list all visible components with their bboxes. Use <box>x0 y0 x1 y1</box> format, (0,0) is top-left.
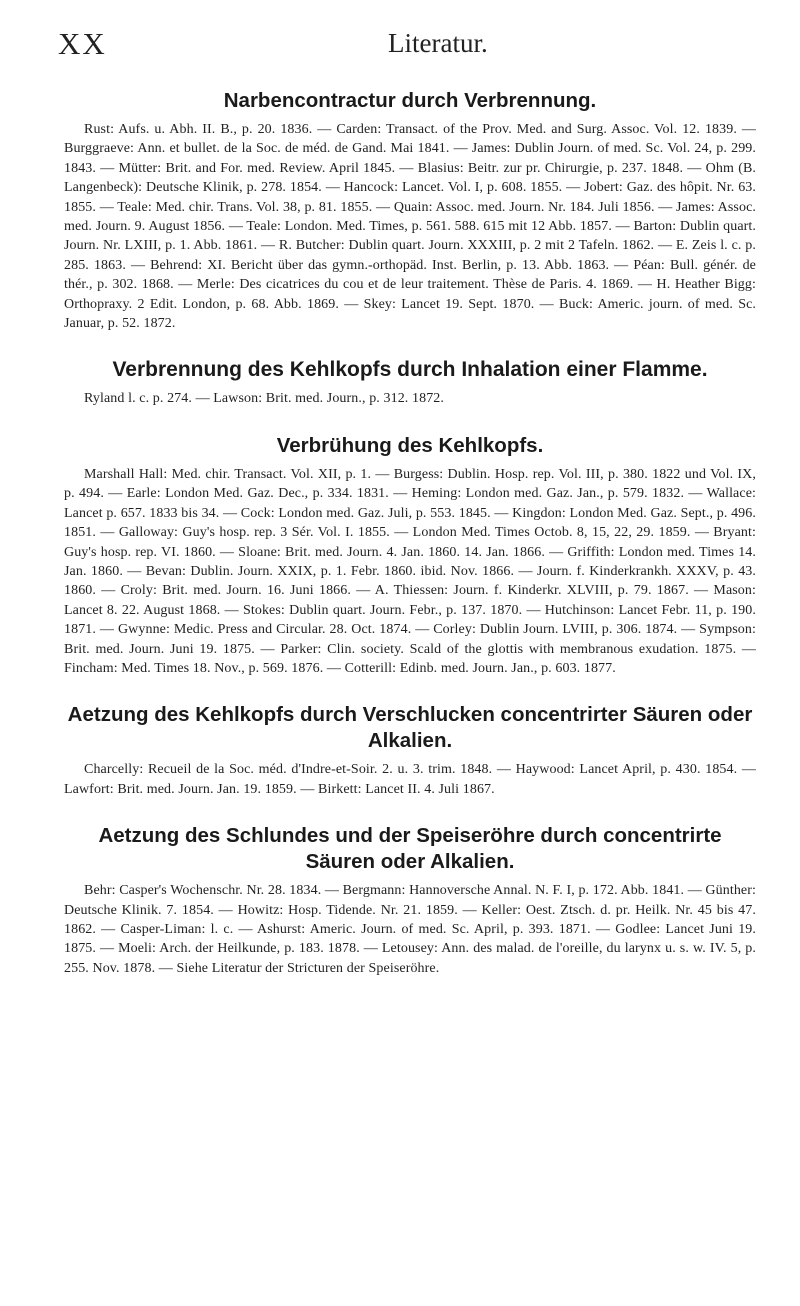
section-title: Aetzung des Schlundes und der Speiseröhre durch concentrirte Säuren oder Alkalien. <box>98 824 722 874</box>
section-title: Aetzung des Kehlkopfs durch Verschlucken concentrirter Säuren oder Alkalien. <box>67 703 753 753</box>
running-title: Literatur. <box>388 28 488 58</box>
running-head <box>58 26 758 66</box>
section-aetzung-schlund <box>64 823 756 978</box>
reference-list: Charcelly: Recueil de la Soc. méd. d'Indre-et-Soir. 2. u. 3. trim. 1848. — Haywood: Lancet April, p. 430. 1854. — Lawfort: Brit. med. Journ. Jan. 19. 1859. — Birkett: Lancet II. 4. Juli 1867. <box>64 762 756 797</box>
page-number: XX <box>58 26 107 61</box>
reference-list: Marshall Hall: Med. chir. Transact. Vol. XII, p. 1. — Burgess: Dublin. Hosp. rep. Vol. III, p. 380. 1822 und Vol. IX, p. 494. — Earle: London Med. Gaz. Dec., p. 334. 1831. — Heming: London med. Gaz. Jan., p. 579. 1832. — Wallace: Lancet p. 657. 1833 bis 34. — Cock: London med. Gaz. Juli, p. 553. 1845. — Kingdon: London Med. Gaz. Sept., p. 496. 1851. — Galloway: Guy's hosp. rep. 3 Sér. Vol. I. 1855. — London Med. Times Octob. 8, 15, 22, 29. 1859. — Bryant: Guy's hosp. rep. VI. 1860. — Sloane: Brit. med. Journ. 4. Jan. 1860. 14. Jan. 1866. — Griffith: London med. Times 14. Jan. 1860. — Bevan: Dublin. Journ. XXIX, p. 1. Febr. 1860. ibid. Nov. 1866. — Journ. f. Kinderkrankh. XXXV, p. 43. 1860. — Croly: Brit. med. Journ. 16. Juni 1866. — A. Thiessen: Journ. f. Kinderkr. XLVIII, p. 79. 1867. — Mason: Lancet 8. 22. August 1868. — Stokes: Dublin quart. Journ. Febr., p. 137. 1870. — Hutchinson: Lancet Febr. 11, p. 190. 1871. — Gwynne: Medic. Press and Circular. 28. Oct. 1874. — Corley: Dublin Journ. LVIII, p. 306. 1874. — Sympson: Brit. med. Journ. Juni 19. 1875. — Parker: Clin. society. Scald of the glottis with membranous exudation. 1875. — Fincham: Med. Times 18. Nov., p. 569. 1876. — Cotterill: Edinb. med. Journ. Jan., p. 603. 1877. <box>64 466 756 676</box>
section-title: Narbencontractur durch Verbrennung. <box>223 89 597 112</box>
section-narbencontractur <box>64 88 756 333</box>
section-verbruehung <box>64 433 756 678</box>
section-aetzung-kehlkopf <box>64 702 756 799</box>
section-title: Verbrennung des Kehlkopfs durch Inhalation einer Flamme. <box>112 358 708 382</box>
reference-list: Rust: Aufs. u. Abh. II. B., p. 20. 1836. — Carden: Transact. of the Prov. Med. and Surg. Assoc. Vol. 12. 1839. — Burggraeve: Ann. et bullet. de la Soc. de méd. de Gand. Mai 1841. — James: Dublin Journ. of med. Sc. Vol. 24, p. 299. 1843. — Mütter: Brit. and For. med. Review. April 1845. — Blasius: Beitr. zur pr. Chirurgie, p. 237. 1848. — Ohm (B. Langenbeck): Deutsche Klinik, p. 278. 1854. — Hancock: Lancet. Vol. I, p. 608. 1855. — Jobert: Gaz. des hôpit. Nr. 63. 1855. — Teale: Med. chir. Trans. Vol. 38, p. 81. 1855. — Quain: Assoc. med. Journ. Nr. 184. Juli 1856. — James: Assoc. med. Journ. 9. August 1856. — Teale: London. Med. Times, p. 561. 588. 615 mit 12 Abb. 1857. — Barton: Dublin quart. Journ. Nr. LXIII, p. 1. Abb. 1861. — R. Butcher: Dublin quart. Journ. XXXIII, p. 2 mit 2 Tafeln. 1862. — E. Zeis l. c. p. 285. 1863. — Behrend: XI. Bericht über das gymn.-orthopäd. Inst. Berlin, p. 13. Abb. 1863. — Péan: Bull. génér. de thér., p. 302. 1868. — Merle: Des cicatrices du cou et de leur traitement. Thèse de Paris. 4. 1869. — H. Heather Bigg: Orthopraxy. 2 Edit. London, p. 68. Abb. 1869. — Skey: Lancet 19. Sept. 1870. — Buck: Americ. journ. of med. Sc. Januar, p. 52. 1872. <box>64 122 756 332</box>
section-title: Verbrühung des Kehlkopfs. <box>276 433 544 457</box>
page-content <box>64 88 756 1002</box>
reference-list: Behr: Casper's Wochenschr. Nr. 28. 1834. — Bergmann: Hannoversche Annal. N. F. I, p. 172. Abb. 1841. — Günther: Deutsche Klinik. 7. 1854. — Howitz: Hosp. Tidende. Nr. 21. 1859. — Keller: Oest. Ztsch. d. pr. Heilk. Nr. 45 bis 47. 1862. — Casper-Liman: l. c. — Ashurst: Americ. Journ. of med. Sc. April, p. 393. 1871. — Godlee: Lancet Juni 19. 1875. — Moeli: Arch. der Heilkunde, p. 183. 1878. — Letousey: Ann. des malad. de l'oreille, du larynx u. s. w. IV. 5, p. 255. Nov. 1878. — Siehe Literatur der Stricturen der Speiseröhre. <box>64 883 756 976</box>
reference-list: Ryland l. c. p. 274. — Lawson: Brit. med. Journ., p. 312. 1872. <box>84 391 444 407</box>
section-verbrennung-kehlkopf <box>64 357 756 408</box>
